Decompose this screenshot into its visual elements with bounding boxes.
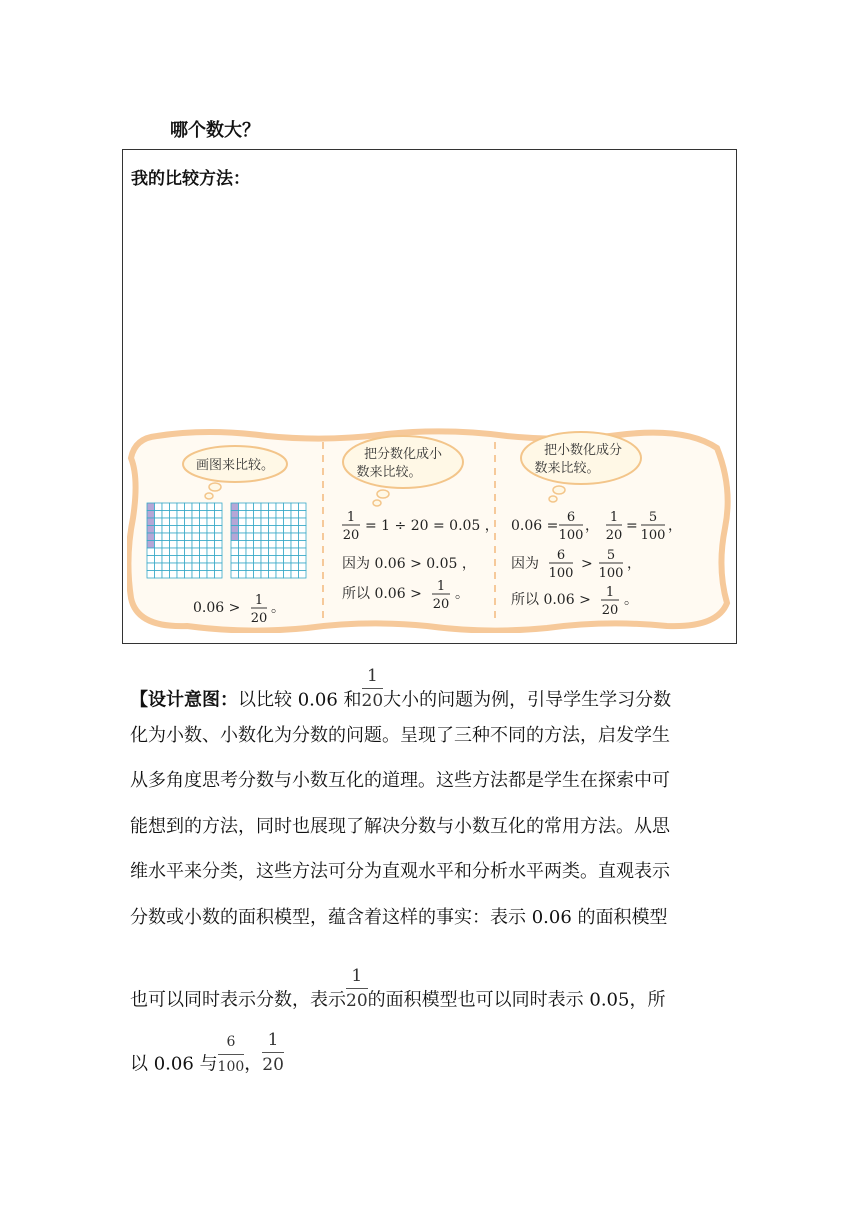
grid-cell [276, 503, 284, 511]
grid-cell [276, 541, 284, 549]
para-line-4: 能想到的方法，同时也展现了解决分数与小数互化的常用方法。从思 [130, 816, 670, 837]
m1-result-end: 。 [271, 600, 285, 616]
para-line-3: 从多角度思考分数与小数互化的道理。这些方法都是学生在探索中可 [130, 770, 670, 791]
grid-cell [207, 533, 215, 541]
grid-cell [269, 571, 277, 579]
m3-l1-f2-den: 20 [605, 528, 623, 543]
m2-l3-end: 。 [455, 586, 469, 602]
grid-cell [185, 511, 193, 519]
grid-cell [170, 518, 178, 526]
m2-l1-den: 20 [342, 528, 360, 543]
grid-cell [284, 526, 292, 534]
grid-cell [254, 526, 262, 534]
grid-cell [246, 511, 254, 519]
grid-cell [200, 533, 208, 541]
comparison-box [122, 149, 737, 644]
grid-cell-shaded [231, 526, 239, 534]
grid-cell [299, 526, 307, 534]
grid-cell [207, 556, 215, 564]
para-line8-a: 以 0.06 与 [130, 1053, 218, 1075]
para-line1-b: 大小的问题为例，引导学生学习分数 [383, 689, 672, 711]
grid-cell [207, 503, 215, 511]
grid-cell [162, 548, 170, 556]
grid-cell [254, 533, 262, 541]
grid-cell [269, 526, 277, 534]
m2-l1-num: 1 [346, 510, 356, 525]
m1-result-left: 0.06 > [193, 600, 241, 616]
grid-cell [291, 518, 299, 526]
grid-cell [170, 548, 178, 556]
grid-cell [299, 563, 307, 571]
grid-cell [207, 511, 215, 519]
m3-l3-left: 所以 0.06 > [511, 592, 591, 608]
grid-cell [239, 541, 247, 549]
grid-cell-shaded [147, 533, 155, 541]
grid-cell [200, 541, 208, 549]
grid-cell [254, 571, 262, 579]
grid-cell [291, 563, 299, 571]
grid-cell [215, 511, 223, 519]
grid-cell [246, 556, 254, 564]
grid-cell-shaded [231, 503, 239, 511]
grid-cell [299, 511, 307, 519]
grid-cell [284, 548, 292, 556]
grid-cell [170, 503, 178, 511]
grid-cell [276, 563, 284, 571]
grid-cell [261, 533, 269, 541]
grid-cell [284, 503, 292, 511]
grid-cell [200, 518, 208, 526]
grid-cell [192, 541, 200, 549]
grid-cell [185, 571, 193, 579]
grid-cell [155, 563, 163, 571]
grid-cell [254, 503, 262, 511]
grid-cell [192, 518, 200, 526]
para-line-8 [130, 1030, 284, 1089]
grid-cell [239, 518, 247, 526]
grid-cell [246, 533, 254, 541]
m3-l1-f1-den: 100 [558, 528, 584, 543]
grid-cell [269, 548, 277, 556]
grid-cell [185, 533, 193, 541]
grid-cell [291, 511, 299, 519]
m3-l2-end: ， [627, 556, 641, 572]
grid-cell [177, 503, 185, 511]
area-model-grid-1 [147, 503, 222, 578]
grid-cell [177, 533, 185, 541]
para-line-2: 化为小数、小数化为分数的问题。呈现了三种不同的方法，启发学生 [130, 725, 670, 746]
grid-cell [246, 518, 254, 526]
grid-cell [162, 556, 170, 564]
grid-cell [215, 503, 223, 511]
m3-l2-f2-den: 100 [598, 566, 624, 581]
grid-cell [200, 563, 208, 571]
grid-cell [299, 556, 307, 564]
grid-cell [261, 503, 269, 511]
grid-cell [215, 541, 223, 549]
grid-cell [276, 571, 284, 579]
grid-cell [200, 571, 208, 579]
m1-frac-num: 1 [254, 593, 264, 608]
m3-l1-f1-num: 6 [566, 510, 576, 525]
grid-cell [215, 563, 223, 571]
grid-cell [239, 533, 247, 541]
grid-cell [254, 518, 262, 526]
m3-l2-f1-den: 100 [548, 566, 574, 581]
grid-cell [215, 526, 223, 534]
para-line-5: 维水平来分类，这些方法可分为直观水平和分析水平两类。直观表示 [130, 861, 670, 882]
methods-panel [127, 428, 732, 633]
grid-cell [299, 548, 307, 556]
grid-cell [200, 503, 208, 511]
para-line8-comma: ， [244, 1053, 263, 1075]
grid-cell [170, 511, 178, 519]
grid-cell [215, 571, 223, 579]
grid-cell [155, 526, 163, 534]
grid-cell [254, 556, 262, 564]
grid-cell [185, 556, 193, 564]
grid-cell-shaded [231, 533, 239, 541]
para-line1-a: 以比较 0.06 和 [238, 689, 362, 711]
question-title: 哪个数大？ [170, 120, 260, 141]
m3-l2-gt: > [581, 556, 593, 572]
para-line-6: 分数或小数的面积模型，蕴含着这样的事实：表示 0.06 的面积模型 [130, 907, 668, 928]
m3-l2-f1-num: 6 [556, 548, 566, 563]
m3-l1-f3-num: 5 [648, 510, 658, 525]
bubble-3-line1: 把小数化成分 [543, 443, 623, 458]
grid-cell [215, 548, 223, 556]
grid-cell [239, 563, 247, 571]
grid-cell [162, 526, 170, 534]
grid-cell [185, 503, 193, 511]
grid-cell-shaded [147, 503, 155, 511]
grid-cell [261, 511, 269, 519]
grid-cell [147, 556, 155, 564]
grid-cell [231, 556, 239, 564]
grid-cell [231, 571, 239, 579]
grid-cell [269, 518, 277, 526]
grid-cell [155, 571, 163, 579]
grid-cell [215, 533, 223, 541]
para-frac-4: $\frac{1}{20}$ [262, 1030, 284, 1075]
grid-cell [155, 541, 163, 549]
grid-cell [192, 526, 200, 534]
m3-l2-f2-num: 5 [606, 548, 616, 563]
grid-cell [170, 541, 178, 549]
grid-cell [162, 503, 170, 511]
grid-cell [284, 563, 292, 571]
grid-cell [291, 571, 299, 579]
grid-cell [269, 533, 277, 541]
grid-cell [291, 541, 299, 549]
grid-cell-shaded [147, 526, 155, 534]
grid-cell [170, 556, 178, 564]
para-line-7 [130, 966, 666, 1025]
grid-cell [231, 541, 239, 549]
grid-cell [200, 511, 208, 519]
grid-cell [254, 541, 262, 549]
grid-cell [239, 503, 247, 511]
grid-cell [261, 541, 269, 549]
para-line7-b: 的面积模型也可以同时表示 0.05，所 [367, 989, 666, 1011]
grid-cell [254, 511, 262, 519]
grid-cell [261, 556, 269, 564]
grid-cell [276, 518, 284, 526]
m3-l1-a: 0.06 = [511, 518, 559, 534]
grid-cell [269, 563, 277, 571]
grid-cell-shaded [231, 518, 239, 526]
bubble-2-line2: 数来比较。 [356, 465, 422, 480]
grid-cell [147, 563, 155, 571]
grid-cell [177, 541, 185, 549]
grid-cell [177, 563, 185, 571]
grid-cell [246, 541, 254, 549]
grid-cell [299, 518, 307, 526]
area-model-grid-2 [231, 503, 306, 578]
grid-cell [269, 503, 277, 511]
grid-cell [192, 503, 200, 511]
grid-cell [155, 518, 163, 526]
para-heading: 【设计意图： [130, 689, 238, 711]
grid-cell [246, 526, 254, 534]
grid-cell [239, 526, 247, 534]
grid-cell [162, 563, 170, 571]
grid-cell [177, 548, 185, 556]
grid-cell [284, 533, 292, 541]
grid-cell [276, 526, 284, 534]
grid-cell [291, 556, 299, 564]
m2-l1-rest: = 1 ÷ 20 = 0.05 ， [365, 518, 499, 534]
grid-cell [147, 548, 155, 556]
grid-cell [261, 571, 269, 579]
grid-cell [254, 548, 262, 556]
m2-l2: 因为 0.06 > 0.05 ， [342, 556, 476, 572]
grid-cell [284, 518, 292, 526]
m3-l1-f2-num: 1 [609, 510, 619, 525]
grid-cell [155, 556, 163, 564]
grid-cell [261, 518, 269, 526]
grid-cell [291, 533, 299, 541]
grid-cell [276, 556, 284, 564]
grid-cell [185, 541, 193, 549]
grid-cell [261, 526, 269, 534]
para-frac-1: $\frac{1}{20}$ [361, 666, 384, 711]
grid-cell [192, 556, 200, 564]
m3-l3-num: 1 [605, 585, 615, 600]
grid-cell [284, 511, 292, 519]
grid-cell-shaded [147, 541, 155, 549]
grid-cell [215, 556, 223, 564]
grid-cell [192, 511, 200, 519]
grid-cell [162, 533, 170, 541]
grid-cell [269, 541, 277, 549]
grid-cell [162, 511, 170, 519]
grid-cell [284, 556, 292, 564]
grid-cell [185, 518, 193, 526]
grid-cell [207, 571, 215, 579]
grid-cell [299, 541, 307, 549]
grid-cell [299, 571, 307, 579]
m3-l1-end: ， [668, 518, 682, 534]
grid-cell [207, 563, 215, 571]
grid-cell [207, 526, 215, 534]
grid-cell [291, 548, 299, 556]
grid-cell [162, 518, 170, 526]
grid-cell [269, 511, 277, 519]
box-label: 我的比较方法： [131, 169, 250, 189]
m3-l3-den: 20 [601, 603, 619, 618]
grid-cell [170, 526, 178, 534]
grid-cell-shaded [147, 518, 155, 526]
grid-cell [239, 556, 247, 564]
para-frac-3: $\frac{6}{100}$ [218, 1030, 245, 1079]
grid-cell-shaded [231, 511, 239, 519]
m3-l1-comma: ， [585, 518, 599, 534]
grid-cell [200, 556, 208, 564]
grid-cell [261, 563, 269, 571]
grid-cell [155, 503, 163, 511]
m1-frac-den: 20 [250, 611, 268, 626]
grid-cell [192, 533, 200, 541]
grid-cell [299, 533, 307, 541]
grid-cell [284, 571, 292, 579]
bubble-3-line2: 数来比较。 [534, 461, 600, 476]
grid-cell [215, 518, 223, 526]
grid-cell [299, 503, 307, 511]
grid-cell [246, 563, 254, 571]
grid-cell [147, 571, 155, 579]
grid-cell [185, 563, 193, 571]
grid-cell [246, 548, 254, 556]
grid-cell [269, 556, 277, 564]
grid-cell [177, 571, 185, 579]
grid-cell [291, 526, 299, 534]
grid-cell-shaded [147, 511, 155, 519]
para-frac-2: $\frac{1}{20}$ [346, 966, 368, 1011]
bubble-1-text: 画图来比较。 [195, 458, 275, 473]
grid-cell [185, 548, 193, 556]
grid-cell [162, 541, 170, 549]
grid-cell [192, 563, 200, 571]
grid-cell [239, 571, 247, 579]
grid-cell [177, 556, 185, 564]
grid-cell [207, 548, 215, 556]
grid-cell [177, 511, 185, 519]
grid-cell [207, 518, 215, 526]
m2-l3-left: 所以 0.06 > [342, 586, 422, 602]
m3-l1-eq: = [626, 518, 638, 534]
grid-cell [291, 503, 299, 511]
grid-cell [246, 571, 254, 579]
grid-cell [276, 533, 284, 541]
grid-cell [170, 563, 178, 571]
grid-cell [207, 541, 215, 549]
grid-cell [239, 548, 247, 556]
para-line7-a: 也可以同时表示分数，表示 [130, 989, 346, 1011]
grid-cell [170, 571, 178, 579]
m3-l2-left: 因为 [511, 556, 539, 572]
grid-cell [231, 548, 239, 556]
grid-cell [177, 518, 185, 526]
grid-cell [192, 548, 200, 556]
grid-cell [155, 533, 163, 541]
grid-cell [162, 571, 170, 579]
grid-cell [155, 548, 163, 556]
m2-l3-den: 20 [432, 597, 450, 612]
m3-l1-f3-den: 100 [640, 528, 666, 543]
grid-cell [246, 503, 254, 511]
grid-cell [192, 571, 200, 579]
grid-cell [155, 511, 163, 519]
m3-l3-end: 。 [624, 592, 638, 608]
grid-cell [231, 563, 239, 571]
grid-cell [200, 548, 208, 556]
grid-cell [284, 541, 292, 549]
grid-cell [177, 526, 185, 534]
m2-l3-num: 1 [436, 579, 446, 594]
grid-cell [170, 533, 178, 541]
grid-cell [254, 563, 262, 571]
grid-cell [276, 511, 284, 519]
grid-cell [185, 526, 193, 534]
bubble-2-line1: 把分数化成小 [363, 447, 443, 462]
grid-cell [261, 548, 269, 556]
grid-cell [276, 548, 284, 556]
para-line-1 [130, 666, 672, 725]
grid-cell [200, 526, 208, 534]
grid-cell [239, 511, 247, 519]
